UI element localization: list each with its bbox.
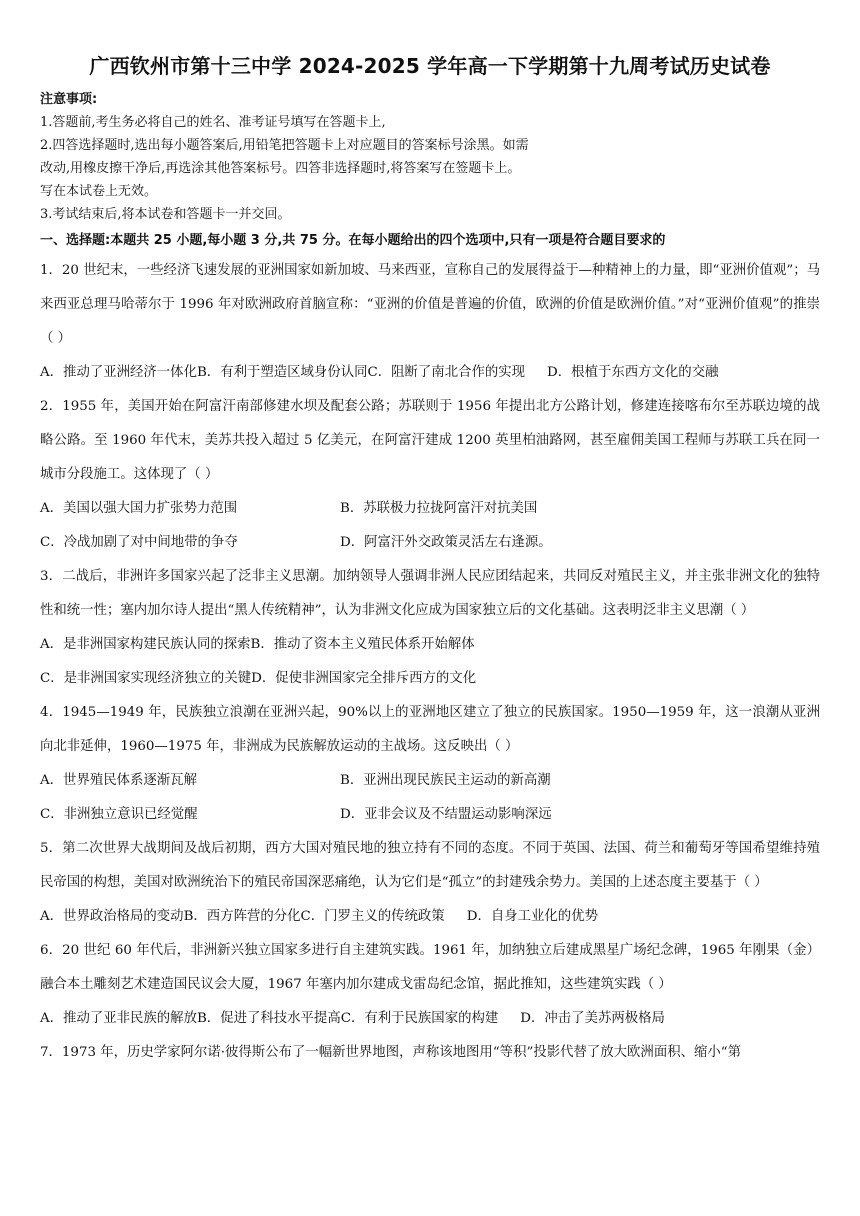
question-stem: 5．第二次世界大战期间及战后初期，西方大国对殖民地的独立持有不同的态度。不同于英国、法国、荷兰和葡萄牙等国希望维持殖民帝国的构想，美国对欧洲统治下的殖民帝国深恶痛绝，认为它们是“孤立”的封建残余势力。美国的上述态度主要基于（ ）	[40, 841, 820, 890]
question-6	[40, 934, 820, 1036]
notice-block	[40, 88, 820, 226]
option-d[interactable]: D．亚非会议及不结盟运动影响深远	[340, 807, 552, 822]
option-d[interactable]: D．促使非洲国家完全排斥西方的文化	[251, 671, 477, 686]
question-stem: 4．1945—1949 年，民族独立浪潮在亚洲兴起，90%以上的亚洲地区建立了独立的民族国家。1950—1959 年，这一浪潮从亚洲向北非延伸，1960—1975 年，非洲成为民族解放运动的主战场。这反映出（ ）	[40, 705, 820, 754]
options-grid	[40, 764, 820, 832]
option-c[interactable]: C．阻断了南北合作的实现	[367, 365, 526, 380]
question-3	[40, 560, 820, 696]
section-heading-choice: 一、选择题:本题共 25 小题,每小题 3 分,共 75 分。在每小题给出的四个选项中,只有一项是符合题目要求的	[40, 233, 666, 248]
option-b[interactable]: B．促进了科技水平提高	[196, 1011, 341, 1026]
question-1	[40, 254, 820, 390]
options-row	[40, 900, 820, 934]
exam-title: 广西钦州市第十三中学 2024-2025 学年高一下学期第十九周考试历史试卷	[89, 54, 771, 78]
option-a[interactable]: A．世界政治格局的变动	[40, 909, 184, 924]
option-d[interactable]: D．冲击了美苏两极格局	[520, 1011, 665, 1026]
option-c[interactable]: C．是非洲国家实现经济独立的关键	[40, 671, 252, 686]
question-stem: 7．1973 年，历史学家阿尔诺·彼得斯公布了一幅新世界地图，声称该地图用“等积”投影代替了放大欧洲面积、缩小“第	[40, 1045, 742, 1060]
option-d[interactable]: D．自身工业化的优势	[466, 909, 598, 924]
question-5	[40, 832, 820, 934]
option-c[interactable]: C．冷战加剧了对中间地带的争夺	[40, 535, 238, 550]
option-d[interactable]: D．阿富汗外交政策灵活左右逢源。	[340, 535, 552, 550]
question-stem: 1．20 世纪末，一些经济飞速发展的亚洲国家如新加坡、马来西亚，宣称自己的发展得益于—种精神上的力量，即“亚洲价值观”；马来西亚总理马哈蒂尔于 1996 年对欧洲政府首脑宣称：“亚洲的价值是普遍的价值，欧洲的价值是欧洲价值。”对“亚洲价值观”的推崇（ ）	[40, 263, 820, 346]
options-row	[40, 1002, 820, 1036]
notice-line: 2.四答选择题时,选出每小题答案后,用铅笔把答题卡上对应题目的答案标号涂黑。如需	[40, 138, 529, 153]
question-stem: 3．二战后，非洲许多国家兴起了泛非主义思潮。加纳领导人强调非洲人民应团结起来，共同反对殖民主义，并主张非洲文化的独特性和统一性；塞内加尔诗人提出“黑人传统精神”，认为非洲文化应成为国家独立后的文化基础。这表明泛非主义思潮（ ）	[40, 569, 820, 618]
option-c[interactable]: C．非洲独立意识已经觉醒	[40, 807, 198, 822]
question-2	[40, 390, 820, 560]
option-b[interactable]: B．苏联极力拉拢阿富汗对抗美国	[340, 501, 538, 516]
option-a[interactable]: A．美国以强大国力扩张势力范围	[40, 501, 238, 516]
option-a[interactable]: A．世界殖民体系逐渐瓦解	[40, 773, 197, 788]
options-row	[40, 662, 820, 696]
question-7	[40, 1036, 820, 1070]
notice-line: 1.答题前,考生务必将自己的姓名、准考证号填写在答题卡上,	[40, 115, 386, 130]
options-row	[40, 356, 820, 390]
notice-line: 写在本试卷上无效。	[40, 184, 158, 199]
question-4	[40, 696, 820, 832]
options-row	[40, 628, 820, 662]
option-b[interactable]: B．有利于塑造区域身份认同	[196, 365, 368, 380]
option-a[interactable]: A．是非洲国家构建民族认同的探索	[40, 637, 251, 652]
notice-line: 3.考试结束后,将本试卷和答题卡一并交回。	[40, 207, 291, 222]
notice-line: 改动,用橡皮擦干净后,再选涂其他答案标号。四答非选择题时,将答案写在签题卡上。	[40, 161, 521, 176]
question-stem: 6．20 世纪 60 年代后，非洲新兴独立国家多进行自主建筑实践。1961 年，加纳独立后建成黑星广场纪念碑，1965 年刚果（金）融合本土雕刻艺术建造国民议会大厦，1967 年塞内加尔建成戈雷岛纪念馆，据此推知，这些建筑实践（ ）	[40, 943, 820, 992]
option-a[interactable]: A．推动了亚洲经济一体化	[40, 365, 197, 380]
options-grid	[40, 492, 820, 560]
option-d[interactable]: D．根植于东西方文化的交融	[547, 365, 719, 380]
notice-heading: 注意事项:	[40, 92, 98, 107]
option-c[interactable]: C．有利于民族国家的构建	[340, 1011, 499, 1026]
option-c[interactable]: C．门罗主义的传统政策	[300, 909, 445, 924]
option-b[interactable]: B．推动了资本主义殖民体系开始解体	[250, 637, 475, 652]
option-b[interactable]: B．西方阵营的分化	[183, 909, 301, 924]
option-b[interactable]: B．亚洲出现民族民主运动的新高潮	[340, 773, 551, 788]
option-a[interactable]: A．推动了亚非民族的解放	[40, 1011, 197, 1026]
question-stem: 2．1955 年，美国开始在阿富汗南部修建水坝及配套公路；苏联则于 1956 年提出北方公路计划，修建连接喀布尔至苏联边境的战略公路。至 1960 年代末，美苏共投入超过 5 亿美元，在阿富汗建成 1200 英里柏油路网，甚至雇佣美国工程师与苏联工兵在同一城市分段施工。这体现了（ ）	[40, 399, 820, 482]
